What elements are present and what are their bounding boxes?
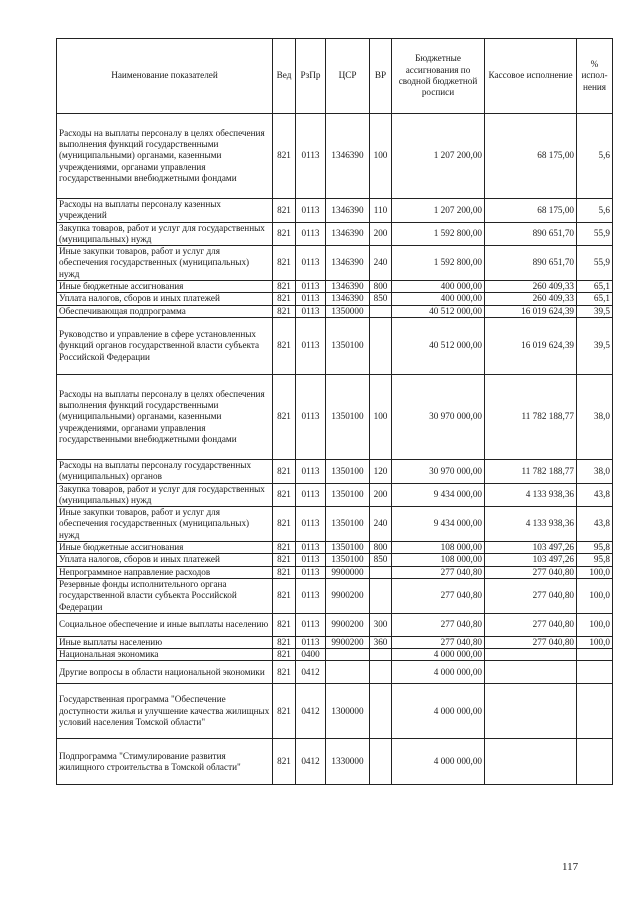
table-cell-name: Иные бюджетные ассигнования xyxy=(57,542,273,554)
table-cell-rzpr: 0113 xyxy=(296,554,326,566)
table-cell-assignments: 4 000 000,00 xyxy=(392,684,485,739)
table-cell-vr: 360 xyxy=(370,636,392,648)
table-cell-percent: 55,9 xyxy=(577,246,613,281)
table-cell-csr: 1346390 xyxy=(326,199,370,223)
table-cell-name: Расходы на выплаты персоналу казенных учреждений xyxy=(57,199,273,223)
table-cell-percent: 100,0 xyxy=(577,578,613,613)
table-cell-rzpr: 0412 xyxy=(296,684,326,739)
table-cell-percent: 95,8 xyxy=(577,554,613,566)
table-cell-percent xyxy=(577,649,613,661)
table-cell-csr: 1350100 xyxy=(326,554,370,566)
table-cell-name: Расходы на выплаты персоналу государственных (муниципальных) органов xyxy=(57,459,273,483)
table-cell-percent: 38,0 xyxy=(577,374,613,459)
table-cell-vr xyxy=(370,739,392,785)
table-cell-name: Расходы на выплаты персоналу в целях обеспечения выполнения функций государственными (муниципальными) органами, казенными учреждениями, органами управления государственными внебюджетными фондами xyxy=(57,374,273,459)
table-cell-ved: 821 xyxy=(273,374,296,459)
table-cell-csr: 1350100 xyxy=(326,374,370,459)
table-row xyxy=(57,566,613,578)
table-cell-cash: 4 133 938,36 xyxy=(485,507,577,542)
table-cell-name: Государственная программа "Обеспечение доступности жилья и улучшение качества жилищных условий населения Томской области" xyxy=(57,684,273,739)
table-cell-vr: 800 xyxy=(370,542,392,554)
table-cell-assignments: 1 207 200,00 xyxy=(392,199,485,223)
table-cell-ved: 821 xyxy=(273,293,296,305)
table-cell-rzpr: 0113 xyxy=(296,578,326,613)
table-cell-csr: 1350100 xyxy=(326,507,370,542)
table-row xyxy=(57,661,613,684)
table-row xyxy=(57,554,613,566)
table-cell-csr: 1300000 xyxy=(326,684,370,739)
table-cell-vr: 300 xyxy=(370,613,392,636)
table-cell-ved: 821 xyxy=(273,578,296,613)
table-row xyxy=(57,578,613,613)
table-cell-name: Закупка товаров, работ и услуг для государственных (муниципальных) нужд xyxy=(57,483,273,507)
table-cell-csr: 1346390 xyxy=(326,222,370,246)
table-cell-cash: 260 409,33 xyxy=(485,293,577,305)
header-name: Наименование показателей xyxy=(57,39,273,114)
table-cell-percent: 5,6 xyxy=(577,114,613,199)
table-cell-ved: 821 xyxy=(273,483,296,507)
table-row xyxy=(57,459,613,483)
table-cell-rzpr: 0113 xyxy=(296,507,326,542)
table-cell-vr: 850 xyxy=(370,554,392,566)
table-cell-ved: 821 xyxy=(273,566,296,578)
table-cell-assignments: 1 592 800,00 xyxy=(392,246,485,281)
table-row xyxy=(57,507,613,542)
table-cell-cash xyxy=(485,684,577,739)
table-cell-vr: 200 xyxy=(370,222,392,246)
table-cell-assignments: 108 000,00 xyxy=(392,554,485,566)
table-cell-rzpr: 0113 xyxy=(296,222,326,246)
table-cell-rzpr: 0400 xyxy=(296,649,326,661)
table-cell-assignments: 30 970 000,00 xyxy=(392,459,485,483)
table-cell-assignments: 277 040,80 xyxy=(392,613,485,636)
table-cell-percent: 100,0 xyxy=(577,566,613,578)
header-rzpr: РзПр xyxy=(296,39,326,114)
table-cell-vr: 100 xyxy=(370,374,392,459)
table-cell-cash: 16 019 624,39 xyxy=(485,305,577,317)
table-cell-percent: 65,1 xyxy=(577,293,613,305)
table-cell-ved: 821 xyxy=(273,507,296,542)
table-cell-csr: 1350100 xyxy=(326,542,370,554)
table-cell-assignments: 40 512 000,00 xyxy=(392,305,485,317)
table-cell-cash: 260 409,33 xyxy=(485,281,577,293)
table-cell-vr xyxy=(370,317,392,374)
table-cell-vr xyxy=(370,684,392,739)
table-row xyxy=(57,684,613,739)
table-cell-cash: 890 651,70 xyxy=(485,222,577,246)
table-cell-rzpr: 0113 xyxy=(296,293,326,305)
table-cell-ved: 821 xyxy=(273,649,296,661)
table-cell-vr xyxy=(370,566,392,578)
table-row xyxy=(57,317,613,374)
table-cell-percent: 39,5 xyxy=(577,305,613,317)
table-cell-ved: 821 xyxy=(273,305,296,317)
header-csr: ЦСР xyxy=(326,39,370,114)
table-cell-ved: 821 xyxy=(273,554,296,566)
table-cell-rzpr: 0113 xyxy=(296,305,326,317)
table-cell-name: Резервные фонды исполнительного органа государственной власти субъекта Российской Федерации xyxy=(57,578,273,613)
table-cell-ved: 821 xyxy=(273,114,296,199)
table-cell-cash: 68 175,00 xyxy=(485,114,577,199)
table-cell-csr: 9900200 xyxy=(326,613,370,636)
table-cell-assignments: 1 592 800,00 xyxy=(392,222,485,246)
table-row xyxy=(57,114,613,199)
table-cell-cash: 277 040,80 xyxy=(485,566,577,578)
table-cell-vr: 240 xyxy=(370,246,392,281)
page-number: 117 xyxy=(562,861,579,873)
table-cell-cash: 103 497,26 xyxy=(485,542,577,554)
table-cell-vr: 110 xyxy=(370,199,392,223)
table-cell-assignments: 1 207 200,00 xyxy=(392,114,485,199)
table-cell-cash: 277 040,80 xyxy=(485,578,577,613)
table-cell-rzpr: 0113 xyxy=(296,613,326,636)
table-cell-assignments: 4 000 000,00 xyxy=(392,649,485,661)
table-cell-cash: 16 019 624,39 xyxy=(485,317,577,374)
table-cell-name: Национальная экономика xyxy=(57,649,273,661)
table-cell-vr xyxy=(370,649,392,661)
table-cell-assignments: 277 040,80 xyxy=(392,566,485,578)
table-cell-percent: 65,1 xyxy=(577,281,613,293)
table-cell-cash: 277 040,80 xyxy=(485,613,577,636)
table-cell-percent: 39,5 xyxy=(577,317,613,374)
table-row xyxy=(57,636,613,648)
table-cell-assignments: 4 000 000,00 xyxy=(392,661,485,684)
table-cell-assignments: 400 000,00 xyxy=(392,281,485,293)
table-cell-percent: 55,9 xyxy=(577,222,613,246)
table-cell-cash xyxy=(485,739,577,785)
table-cell-rzpr: 0113 xyxy=(296,636,326,648)
table-row xyxy=(57,542,613,554)
table-header-row xyxy=(57,39,613,114)
table-cell-csr: 9900200 xyxy=(326,636,370,648)
table-cell-cash: 103 497,26 xyxy=(485,554,577,566)
table-row xyxy=(57,649,613,661)
table-cell-rzpr: 0113 xyxy=(296,459,326,483)
table-row xyxy=(57,739,613,785)
table-cell-csr: 1330000 xyxy=(326,739,370,785)
table-cell-cash: 11 782 188,77 xyxy=(485,374,577,459)
table-cell-ved: 821 xyxy=(273,636,296,648)
table-cell-rzpr: 0113 xyxy=(296,281,326,293)
table-cell-csr: 9900200 xyxy=(326,578,370,613)
table-cell-cash: 277 040,80 xyxy=(485,636,577,648)
table-cell-name: Расходы на выплаты персоналу в целях обеспечения выполнения функций государственными (муниципальными) органами, казенными учреждениями, органами управления государственными внебюджетными фондами xyxy=(57,114,273,199)
header-vr: ВР xyxy=(370,39,392,114)
table-cell-cash xyxy=(485,649,577,661)
table-cell-assignments: 400 000,00 xyxy=(392,293,485,305)
table-cell-name: Иные закупки товаров, работ и услуг для обеспечения государственных (муниципальных) нужд xyxy=(57,507,273,542)
table-cell-assignments: 277 040,80 xyxy=(392,636,485,648)
table-cell-ved: 821 xyxy=(273,222,296,246)
table-cell-csr: 1346390 xyxy=(326,293,370,305)
table-cell-rzpr: 0412 xyxy=(296,739,326,785)
table-cell-assignments: 108 000,00 xyxy=(392,542,485,554)
table-cell-rzpr: 0113 xyxy=(296,374,326,459)
table-cell-ved: 821 xyxy=(273,542,296,554)
table-row xyxy=(57,374,613,459)
header-ved: Вед xyxy=(273,39,296,114)
table-cell-csr: 1350000 xyxy=(326,305,370,317)
table-cell-assignments: 4 000 000,00 xyxy=(392,739,485,785)
table-cell-rzpr: 0113 xyxy=(296,566,326,578)
table-cell-ved: 821 xyxy=(273,317,296,374)
table-row xyxy=(57,281,613,293)
table-cell-vr: 240 xyxy=(370,507,392,542)
table-cell-csr: 1346390 xyxy=(326,281,370,293)
table-cell-vr xyxy=(370,661,392,684)
table-cell-name: Обеспечивающая подпрограмма xyxy=(57,305,273,317)
table-cell-csr: 9900000 xyxy=(326,566,370,578)
table-cell-name: Иные бюджетные ассигнования xyxy=(57,281,273,293)
table-cell-name: Иные выплаты населению xyxy=(57,636,273,648)
table-row xyxy=(57,246,613,281)
table-cell-cash xyxy=(485,661,577,684)
table-cell-name: Подпрограмма "Стимулирование развития жилищного строительства в Томской области" xyxy=(57,739,273,785)
table-cell-percent xyxy=(577,684,613,739)
table-cell-csr xyxy=(326,661,370,684)
table-cell-rzpr: 0113 xyxy=(296,199,326,223)
table-cell-rzpr: 0113 xyxy=(296,114,326,199)
table-cell-vr xyxy=(370,305,392,317)
table-cell-ved: 821 xyxy=(273,281,296,293)
table-cell-ved: 821 xyxy=(273,684,296,739)
table-cell-vr: 800 xyxy=(370,281,392,293)
table-cell-ved: 821 xyxy=(273,246,296,281)
table-cell-name: Другие вопросы в области национальной экономики xyxy=(57,661,273,684)
table-row xyxy=(57,305,613,317)
table-cell-name: Закупка товаров, работ и услуг для государственных (муниципальных) нужд xyxy=(57,222,273,246)
table-cell-ved: 821 xyxy=(273,199,296,223)
table-cell-vr: 120 xyxy=(370,459,392,483)
table-cell-csr: 1350100 xyxy=(326,459,370,483)
table-cell-rzpr: 0113 xyxy=(296,483,326,507)
table-cell-rzpr: 0113 xyxy=(296,317,326,374)
table-row xyxy=(57,222,613,246)
table-cell-name: Руководство и управление в сфере установленных функций органов государственной власти субъекта Российской Федерации xyxy=(57,317,273,374)
table-cell-assignments: 277 040,80 xyxy=(392,578,485,613)
table-cell-ved: 821 xyxy=(273,661,296,684)
table-cell-percent: 5,6 xyxy=(577,199,613,223)
header-percent: % испол-нения xyxy=(577,39,613,114)
header-cash-execution: Кассовое исполнение xyxy=(485,39,577,114)
table-row xyxy=(57,613,613,636)
table-cell-percent: 38,0 xyxy=(577,459,613,483)
table-body xyxy=(57,114,613,785)
table-cell-rzpr: 0113 xyxy=(296,542,326,554)
table-cell-csr: 1346390 xyxy=(326,114,370,199)
table-cell-rzpr: 0412 xyxy=(296,661,326,684)
table-cell-csr xyxy=(326,649,370,661)
table-cell-cash: 4 133 938,36 xyxy=(485,483,577,507)
table-row xyxy=(57,199,613,223)
table-row xyxy=(57,483,613,507)
table-cell-vr: 200 xyxy=(370,483,392,507)
table-cell-name: Иные закупки товаров, работ и услуг для обеспечения государственных (муниципальных) нужд xyxy=(57,246,273,281)
table-cell-percent: 43,8 xyxy=(577,507,613,542)
table-cell-name: Уплата налогов, сборов и иных платежей xyxy=(57,554,273,566)
table-cell-percent: 43,8 xyxy=(577,483,613,507)
header-assignments: Бюджетные ассигнования по сводной бюджетной росписи xyxy=(392,39,485,114)
table-cell-ved: 821 xyxy=(273,739,296,785)
budget-execution-table xyxy=(56,38,613,785)
table-row xyxy=(57,293,613,305)
table-cell-percent: 95,8 xyxy=(577,542,613,554)
table-cell-name: Уплата налогов, сборов и иных платежей xyxy=(57,293,273,305)
table-cell-assignments: 9 434 000,00 xyxy=(392,483,485,507)
table-cell-vr: 100 xyxy=(370,114,392,199)
table-cell-cash: 11 782 188,77 xyxy=(485,459,577,483)
table-cell-vr xyxy=(370,578,392,613)
table-cell-cash: 890 651,70 xyxy=(485,246,577,281)
table-cell-csr: 1350100 xyxy=(326,483,370,507)
table-cell-percent: 100,0 xyxy=(577,636,613,648)
table-cell-percent xyxy=(577,739,613,785)
table-cell-cash: 68 175,00 xyxy=(485,199,577,223)
table-cell-assignments: 30 970 000,00 xyxy=(392,374,485,459)
table-cell-assignments: 40 512 000,00 xyxy=(392,317,485,374)
table-cell-percent: 100,0 xyxy=(577,613,613,636)
table-cell-ved: 821 xyxy=(273,613,296,636)
table-cell-name: Непрограммное направление расходов xyxy=(57,566,273,578)
table-cell-assignments: 9 434 000,00 xyxy=(392,507,485,542)
table-cell-rzpr: 0113 xyxy=(296,246,326,281)
table-cell-name: Социальное обеспечение и иные выплаты населению xyxy=(57,613,273,636)
table-cell-percent xyxy=(577,661,613,684)
table-cell-ved: 821 xyxy=(273,459,296,483)
table-cell-vr: 850 xyxy=(370,293,392,305)
table-cell-csr: 1350100 xyxy=(326,317,370,374)
table-cell-csr: 1346390 xyxy=(326,246,370,281)
